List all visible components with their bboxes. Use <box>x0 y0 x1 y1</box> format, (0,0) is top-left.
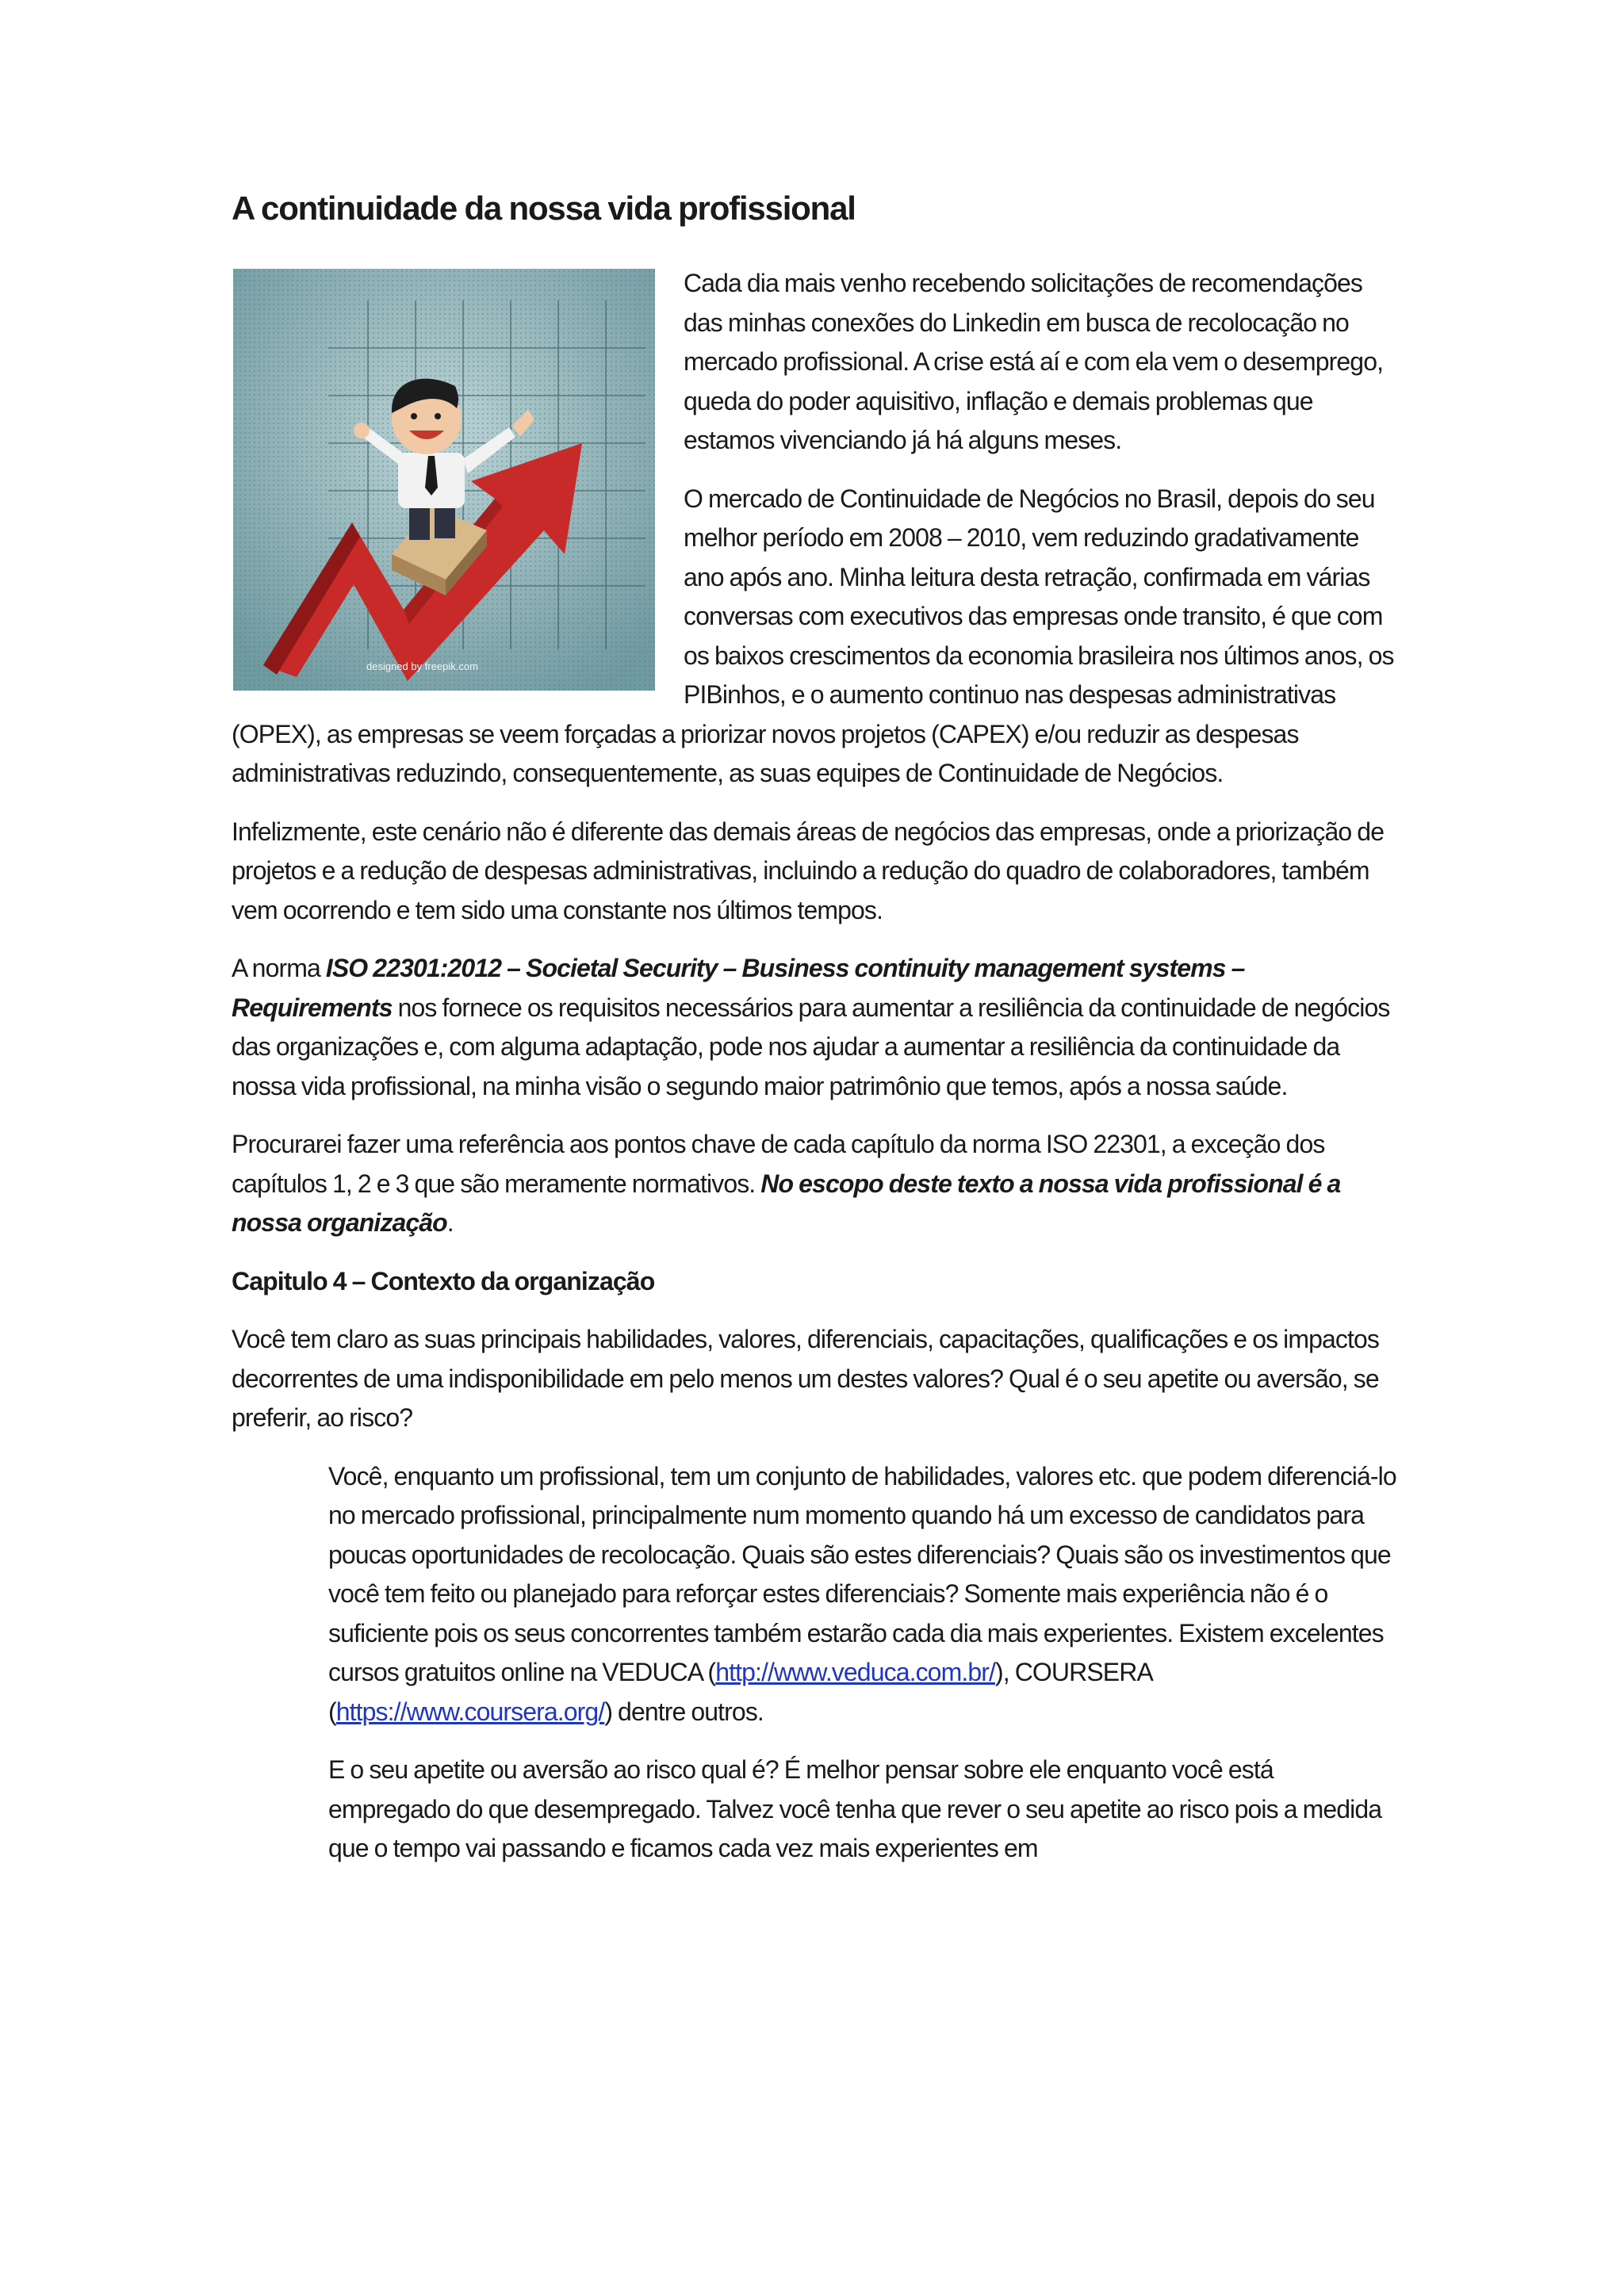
p5-body: Procurarei fazer uma referência aos pontos chave de cada capítulo da norma ISO 22301, a exceção dos capítulos 1, 2 e 3 que são meramente normativos. <box>232 1130 1325 1198</box>
paragraph-5 <box>232 1125 1397 1243</box>
businessman-arrow-icon <box>233 269 655 691</box>
document-title: A continuidade da nossa vida profissional <box>232 189 856 227</box>
paragraph-8: E o seu apetite ou aversão ao risco qual é? É melhor pensar sobre ele enquanto você está empregado do que desempregado. Talvez você tenha que rever o seu apetite ao risco pois a medida que o tempo vai passando e ficamos cada vez mais experientes em <box>328 1755 1382 1862</box>
p4-intro: A norma <box>232 954 326 982</box>
paragraph-2: O mercado de Continuidade de Negócios no Brasil, depois do seu melhor período em 2008 – 2010, vem reduzindo gradativamente ano após ano. Minha leitura desta retração, confirmada em várias conversas com executivos das empresas onde transito, é que com os baixos crescimentos da economia brasileira nos últimos anos, os PIBinhos, e o aumento continuo nas despesas administrativas (OPEX), as empresas se veem forçadas a priorizar novos projetos (CAPEX) e/ou reduzir as despesas administrativas reduzindo, consequentemente, as suas equipes de Continuidade de Negócios. <box>232 484 1394 787</box>
paragraph-7 <box>232 1457 1397 1732</box>
paragraph-3: Infelizmente, este cenário não é diferente das demais áreas de negócios das empresas, onde a priorização de projetos e a redução de despesas administrativas, incluindo a redução do quadro de colaboradores, também vem ocorrendo e tem sido uma constante nos últimos tempos. <box>232 817 1385 924</box>
veduca-link[interactable]: http://www.veduca.com.br/ <box>715 1658 995 1686</box>
article-illustration <box>233 269 655 691</box>
iso-norm-title: ISO 22301:2012 – Societal Security – Business continuity management systems – Requirements <box>232 954 1245 1022</box>
chapter-4-heading: Capitulo 4 – Contexto da organização <box>232 1266 655 1295</box>
p5-emphasis: No escopo deste texto a nossa vida profissional é a nossa organização <box>232 1169 1341 1237</box>
paragraph-6: Você tem claro as suas principais habilidades, valores, diferenciais, capacitações, qualificações e os impactos decorrentes de uma indisponibilidade em pelo menos um destes valores? Qual é o seu apetite ou aversão, se preferir, ao risco? <box>232 1325 1380 1432</box>
p7-end: ) dentre outros. <box>604 1697 764 1726</box>
p5-end: . <box>446 1208 454 1237</box>
image-credit: designed by freepik.com <box>366 660 478 672</box>
p7-mid: ), COURSERA ( <box>328 1658 1152 1726</box>
paragraph-1: Cada dia mais venho recebendo solicitações de recomendações das minhas conexões do Linkedin em busca de recolocação no mercado profissional. A crise está aí e com ela vem o desemprego, queda do poder aquisitivo, inflação e demais problemas que estamos vivenciando já há alguns meses. <box>684 269 1384 454</box>
document-page <box>232 186 1397 1888</box>
paragraph-4 <box>232 949 1397 1106</box>
coursera-link[interactable]: https://www.coursera.org/ <box>335 1697 605 1726</box>
p4-body: nos fornece os requisitos necessários para aumentar a resiliência da continuidade de negócios das organizações e, com alguma adaptação, pode nos ajudar a aumentar a resiliência da continuidade da nossa vida profissional, na minha visão o segundo maior patrimônio que temos, após a nossa saúde. <box>232 993 1390 1100</box>
p7-body: Você, enquanto um profissional, tem um conjunto de habilidades, valores etc. que podem diferenciá-lo no mercado profissional, principalmente num momento quando há um excesso de candidatos para poucas oportunidades de recolocação. Quais são estes diferenciais? Quais são os investimentos que você tem feito ou planejado para reforçar estes diferenciais? Somente mais experiência não é o suficiente pois os seus concorrentes também estarão cada dia mais experientes. Existem excelentes cursos gratuitos online na VEDUCA ( <box>328 1461 1396 1686</box>
